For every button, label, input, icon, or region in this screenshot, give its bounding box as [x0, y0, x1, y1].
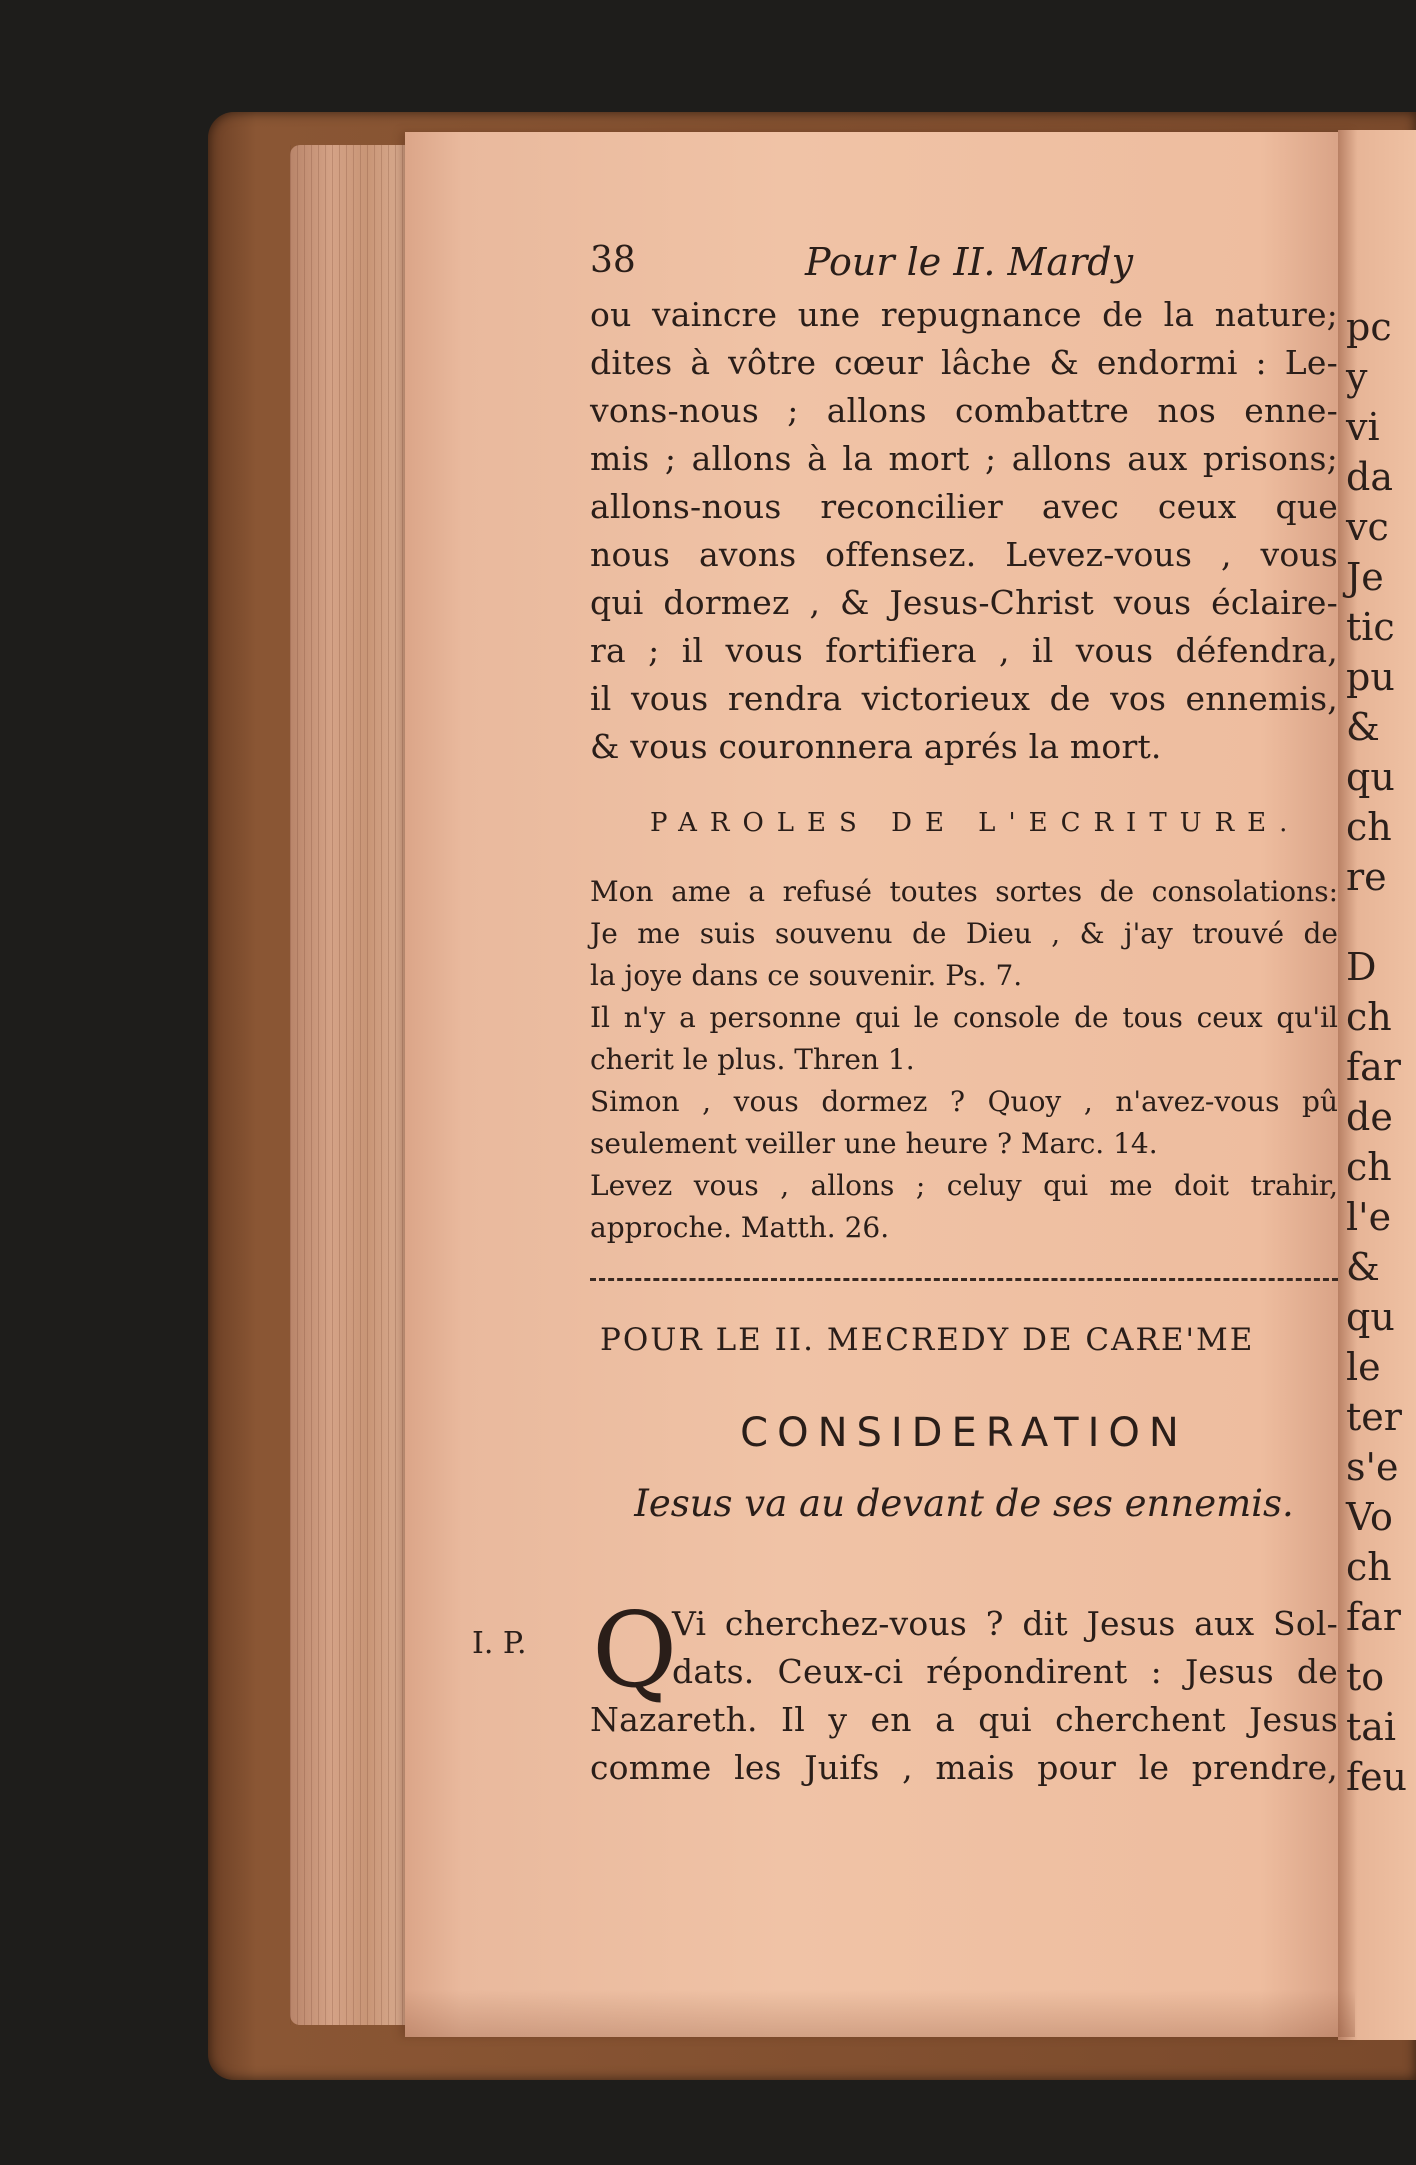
section-title: POUR LE II. MECREDY DE CARE'ME	[600, 1322, 1255, 1358]
page-number: 38	[590, 240, 636, 281]
scripture-line: Simon , vous dormez ? Quoy , n'avez-vous pû	[590, 1085, 1338, 1118]
section-line: dats. Ceux-ci répondirent : Jesus de	[672, 1652, 1338, 1691]
consideration-heading: CONSIDERATION	[740, 1410, 1188, 1456]
facing-page-fragment: Vo	[1346, 1495, 1393, 1539]
scripture-line: Mon ame a refusé toutes sortes de consolations:	[590, 875, 1338, 908]
facing-page-fragment: Je	[1346, 555, 1384, 599]
facing-page-fragment: ch	[1346, 995, 1392, 1039]
facing-page-fragment: le	[1346, 1345, 1381, 1389]
facing-page-fragment: qu	[1346, 755, 1395, 799]
facing-page-fragment: &	[1346, 705, 1380, 749]
paragraph-line: allons-nous reconcilier avec ceux que	[590, 487, 1338, 526]
facing-page-fragment: y	[1346, 355, 1368, 399]
scripture-line: la joye dans ce souvenir. Ps. 7.	[590, 959, 1023, 992]
paragraph-line: ra ; il vous fortifiera , il vous défendra,	[590, 631, 1338, 670]
facing-page-fragment: vi	[1346, 405, 1380, 449]
facing-page-fragment: far	[1346, 1045, 1401, 1089]
consideration-subtitle: Iesus va au devant de ses ennemis.	[634, 1482, 1294, 1525]
facing-page-fragment: pc	[1346, 305, 1392, 349]
paragraph-line: il vous rendra victorieux de vos ennemis,	[590, 679, 1338, 718]
section-line: Nazareth. Il y en a qui cherchent Jesus	[590, 1700, 1338, 1739]
facing-page-fragment: qu	[1346, 1295, 1395, 1339]
facing-page-fragment: feu	[1346, 1755, 1408, 1799]
drop-capital: Q	[592, 1589, 678, 1711]
facing-page-fragment: &	[1346, 1245, 1380, 1289]
paragraph-line: ou vaincre une repugnance de la nature;	[590, 295, 1338, 334]
page-header	[590, 240, 1350, 290]
scripture-line: Je me suis souvenu de Dieu , & j'ay trouvé de	[590, 917, 1338, 950]
paragraph-line: nous avons offensez. Levez-vous , vous	[590, 535, 1338, 574]
facing-page-fragment: tai	[1346, 1705, 1397, 1749]
facing-page	[1338, 130, 1416, 2040]
facing-page-fragment: far	[1346, 1595, 1401, 1639]
facing-page-fragment: re	[1346, 855, 1387, 899]
facing-page-fragment: l'e	[1346, 1195, 1392, 1239]
paragraph-line: mis ; allons à la mort ; allons aux prisons;	[590, 439, 1338, 478]
facing-page-fragment: tic	[1346, 605, 1395, 649]
facing-page-fragment: D	[1346, 945, 1377, 989]
facing-page-fragment: to	[1346, 1655, 1385, 1699]
paragraph-line: vons-nous ; allons combattre nos enne-	[590, 391, 1338, 430]
facing-page-fragment: vc	[1346, 505, 1389, 549]
scripture-line: approche. Matth. 26.	[590, 1211, 890, 1244]
facing-page-fragment: ch	[1346, 805, 1392, 849]
paragraph-line: qui dormez , & Jesus-Christ vous éclaire-	[590, 583, 1338, 622]
facing-page-fragment: ch	[1346, 1545, 1392, 1589]
scripture-line: seulement veiller une heure ? Marc. 14.	[590, 1127, 1158, 1160]
scripture-heading: PAROLES DE L'ECRITURE.	[650, 808, 1301, 838]
paragraph-line: dites à vôtre cœur lâche & endormi : Le-	[590, 343, 1338, 382]
facing-page-fragment: de	[1346, 1095, 1393, 1139]
facing-page-fragment: ter	[1346, 1395, 1402, 1439]
page-shadow	[405, 1990, 1355, 2037]
paragraph-line: & vous couronnera aprés la mort.	[590, 727, 1162, 766]
running-head: Pour le II. Mardy	[805, 240, 1134, 284]
facing-page-fragment: pu	[1346, 655, 1395, 699]
scripture-line: Levez vous , allons ; celuy qui me doit trahir,	[590, 1169, 1338, 1202]
section-divider	[590, 1278, 1338, 1281]
section-line: comme les Juifs , mais pour le prendre,	[590, 1748, 1338, 1787]
facing-page-fragment: ch	[1346, 1145, 1392, 1189]
facing-page-fragment: da	[1346, 455, 1393, 499]
section-line: Vi cherchez-vous ? dit Jesus aux Sol-	[672, 1604, 1338, 1643]
margin-label: I. P.	[472, 1626, 527, 1661]
scripture-line: Il n'y a personne qui le console de tous ceux qu'il	[590, 1001, 1338, 1034]
facing-page-fragment: s'e	[1346, 1445, 1399, 1489]
scripture-line: cherit le plus. Thren 1.	[590, 1043, 915, 1076]
